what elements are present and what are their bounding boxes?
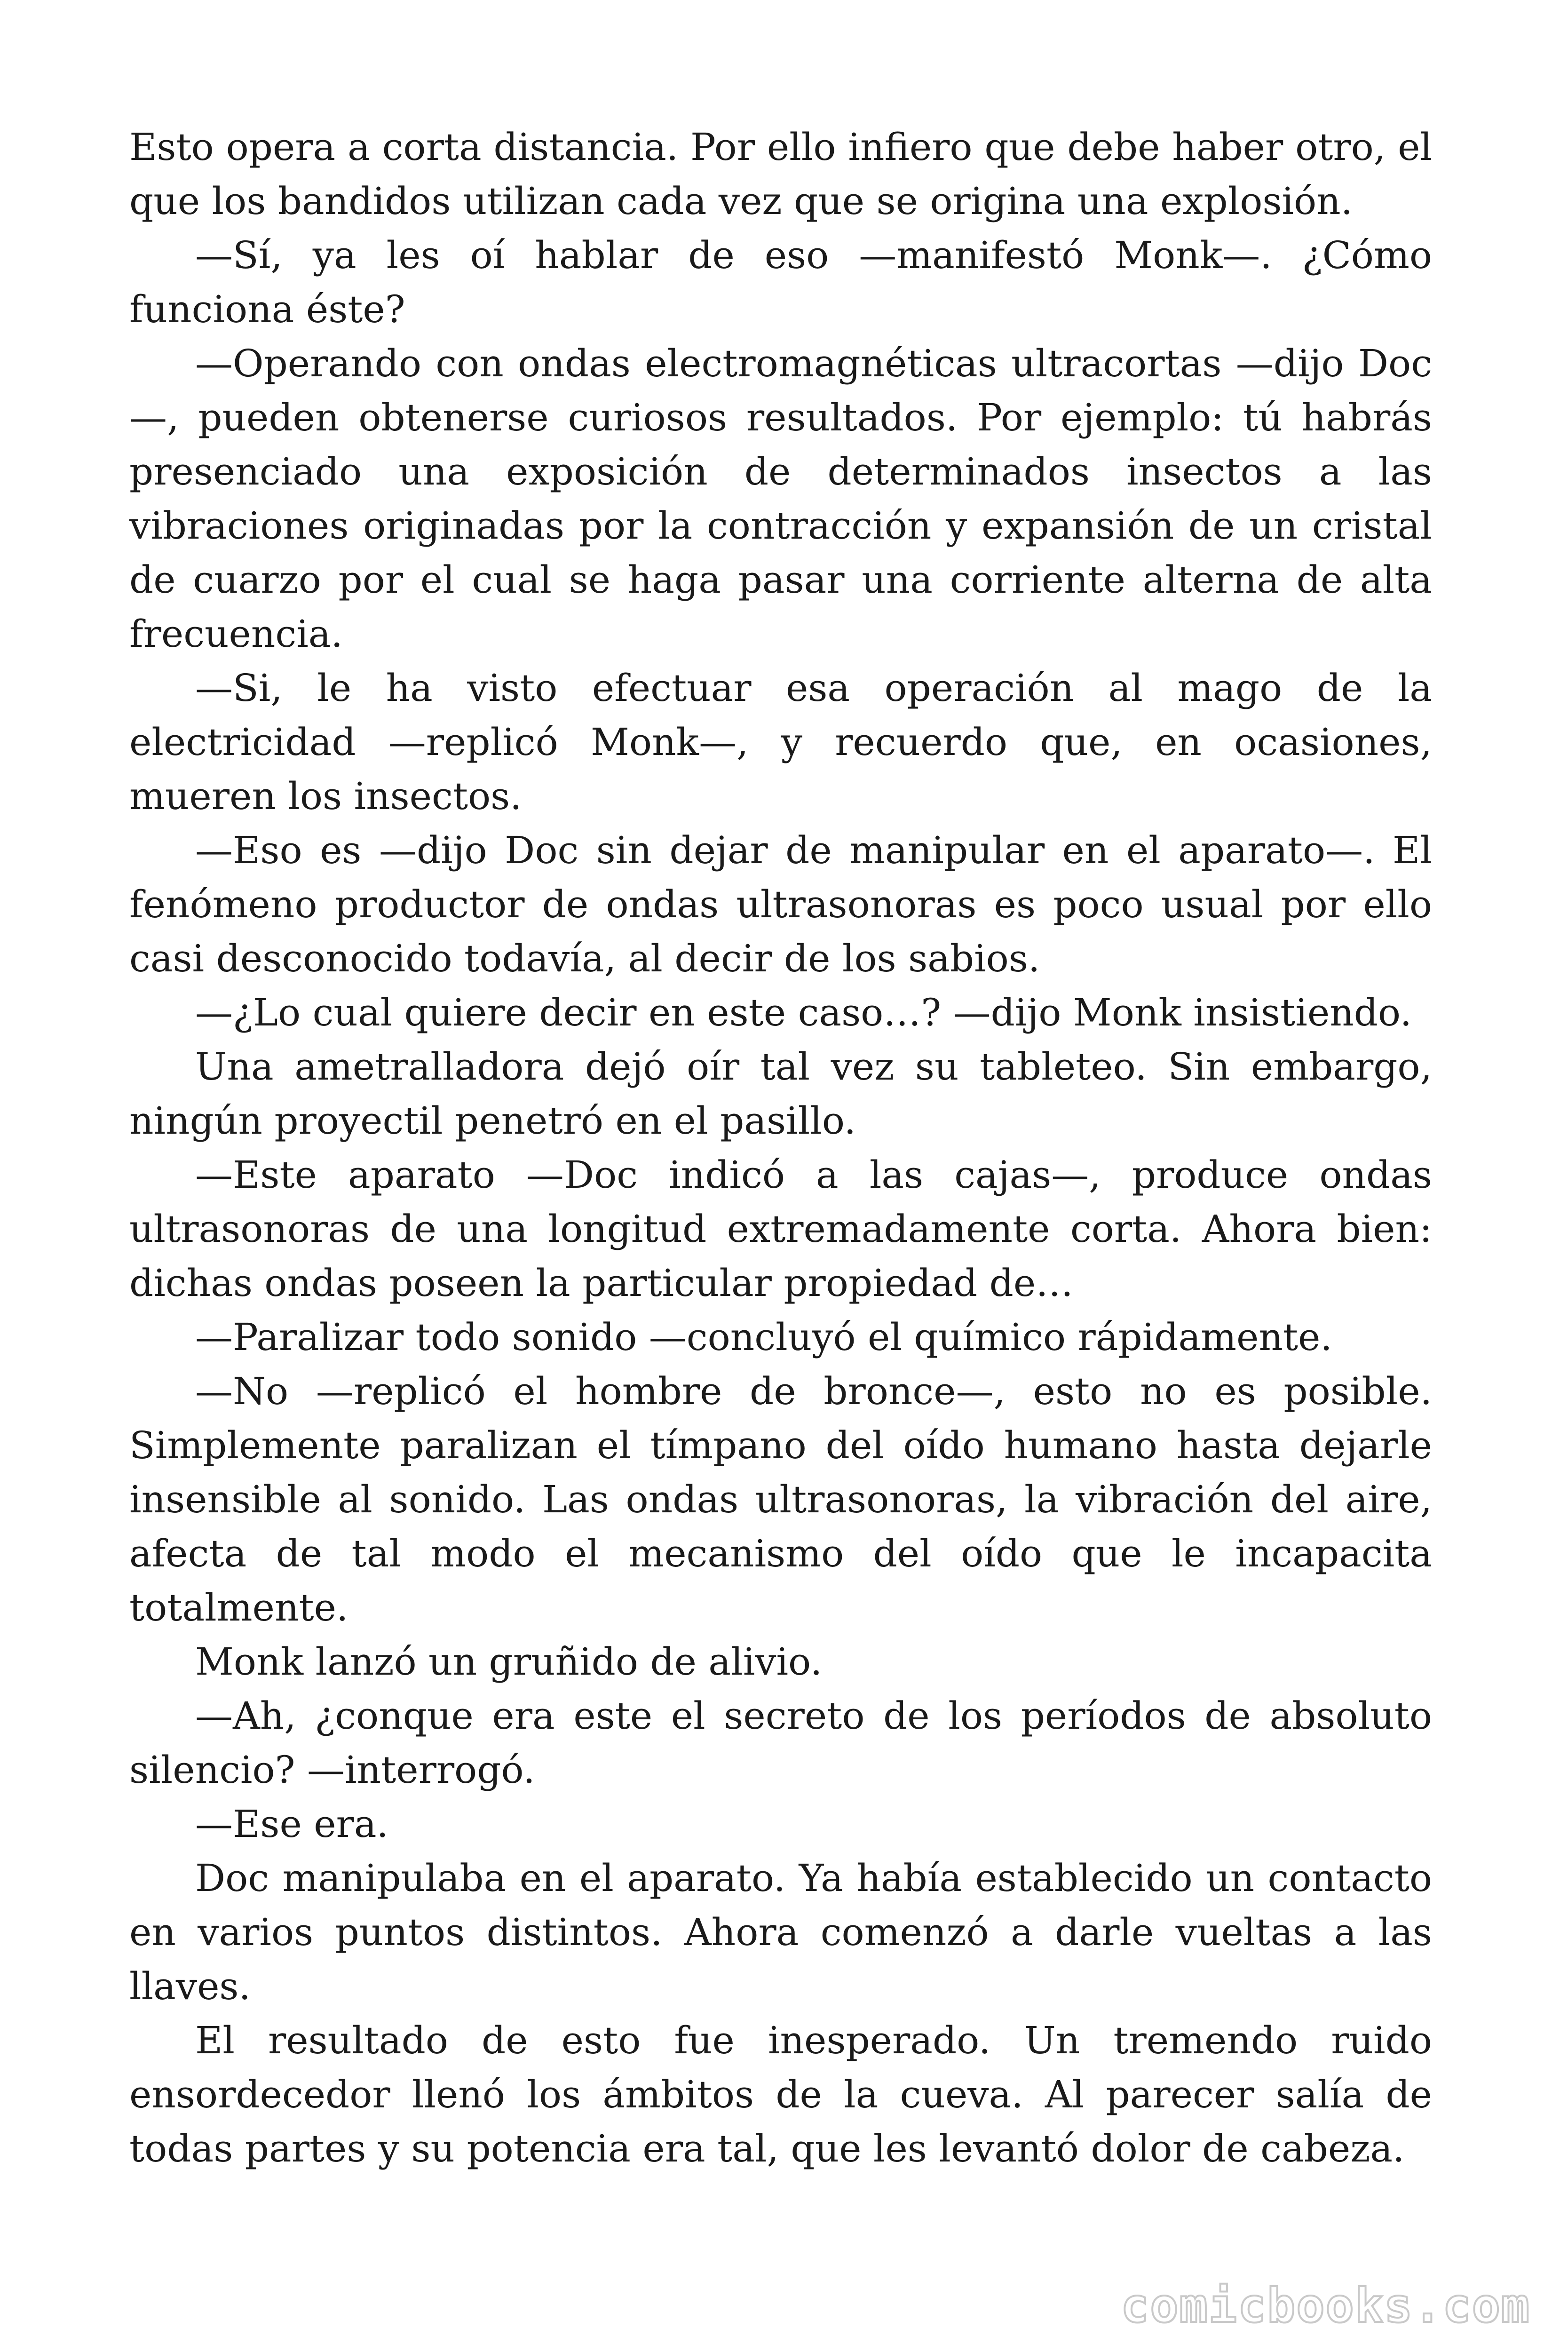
- paragraph: Esto opera a corta distancia. Por ello infiero que debe haber otro, el que los bandidos utilizan cada vez que se origina una explosión.: [129, 125, 1432, 223]
- paragraph: —Ese era.: [195, 1802, 388, 1846]
- paragraph: —Operando con ondas electromagnéticas ultracortas —dijo Doc —, pueden obtenerse curiosos resultados. Por ejemplo: tú habrás presenciado una exposición de determinados insectos a las vibraciones originadas por la contracción y expansión de un cristal de cuarzo por el cual se haga pasar una corriente alterna de alta frecuencia.: [129, 342, 1432, 656]
- paragraph: —Eso es —dijo Doc sin dejar de manipular en el aparato—. El fenómeno productor de ondas ultrasonoras es poco usual por ello casi desconocido todavía, al decir de los sabios.: [129, 828, 1432, 980]
- paragraph: —Sí, ya les oí hablar de eso —manifestó Monk—. ¿Cómo funciona éste?: [129, 233, 1432, 331]
- paragraph: Doc manipulaba en el aparato. Ya había establecido un contacto en varios puntos distintos. Ahora comenzó a darle vueltas a las llaves.: [129, 1856, 1432, 2008]
- paragraph: Monk lanzó un gruñido de alivio.: [195, 1640, 823, 1684]
- paragraph: —Paralizar todo sonido —concluyó el químico rápidamente.: [195, 1315, 1332, 1359]
- paragraph: Una ametralladora dejó oír tal vez su tableteo. Sin embargo, ningún proyectil penetró en el pasillo.: [129, 1045, 1432, 1143]
- paragraph: El resultado de esto fue inesperado. Un tremendo ruido ensordecedor llenó los ámbitos de la cueva. Al parecer salía de todas partes y su potencia era tal, que les levantó dolor de cabeza.: [129, 2018, 1432, 2170]
- paragraph: —Si, le ha visto efectuar esa operación al mago de la electricidad —replicó Monk—, y recuerdo que, en ocasiones, mueren los insectos.: [129, 666, 1432, 818]
- paragraph: —No —replicó el hombre de bronce—, esto no es posible. Simplemente paralizan el tímpano del oído humano hasta dejarle insensible al sonido. Las ondas ultrasonoras, la vibración del aire, afecta de tal modo el mecanismo del oído que le incapacita totalmente.: [129, 1369, 1432, 1629]
- watermark-logo: comicbooks.com: [1121, 2278, 1530, 2333]
- paragraph: —¿Lo cual quiere decir en este caso…? —dijo Monk insistiendo.: [195, 991, 1412, 1034]
- paragraph: —Ah, ¿conque era este el secreto de los períodos de absoluto silencio? —interrogó.: [129, 1694, 1432, 1792]
- body-text: [129, 120, 1432, 2176]
- paragraph: —Este aparato —Doc indicó a las cajas—, produce ondas ultrasonoras de una longitud extremadamente corta. Ahora bien: dichas ondas poseen la particular propiedad de…: [129, 1153, 1432, 1305]
